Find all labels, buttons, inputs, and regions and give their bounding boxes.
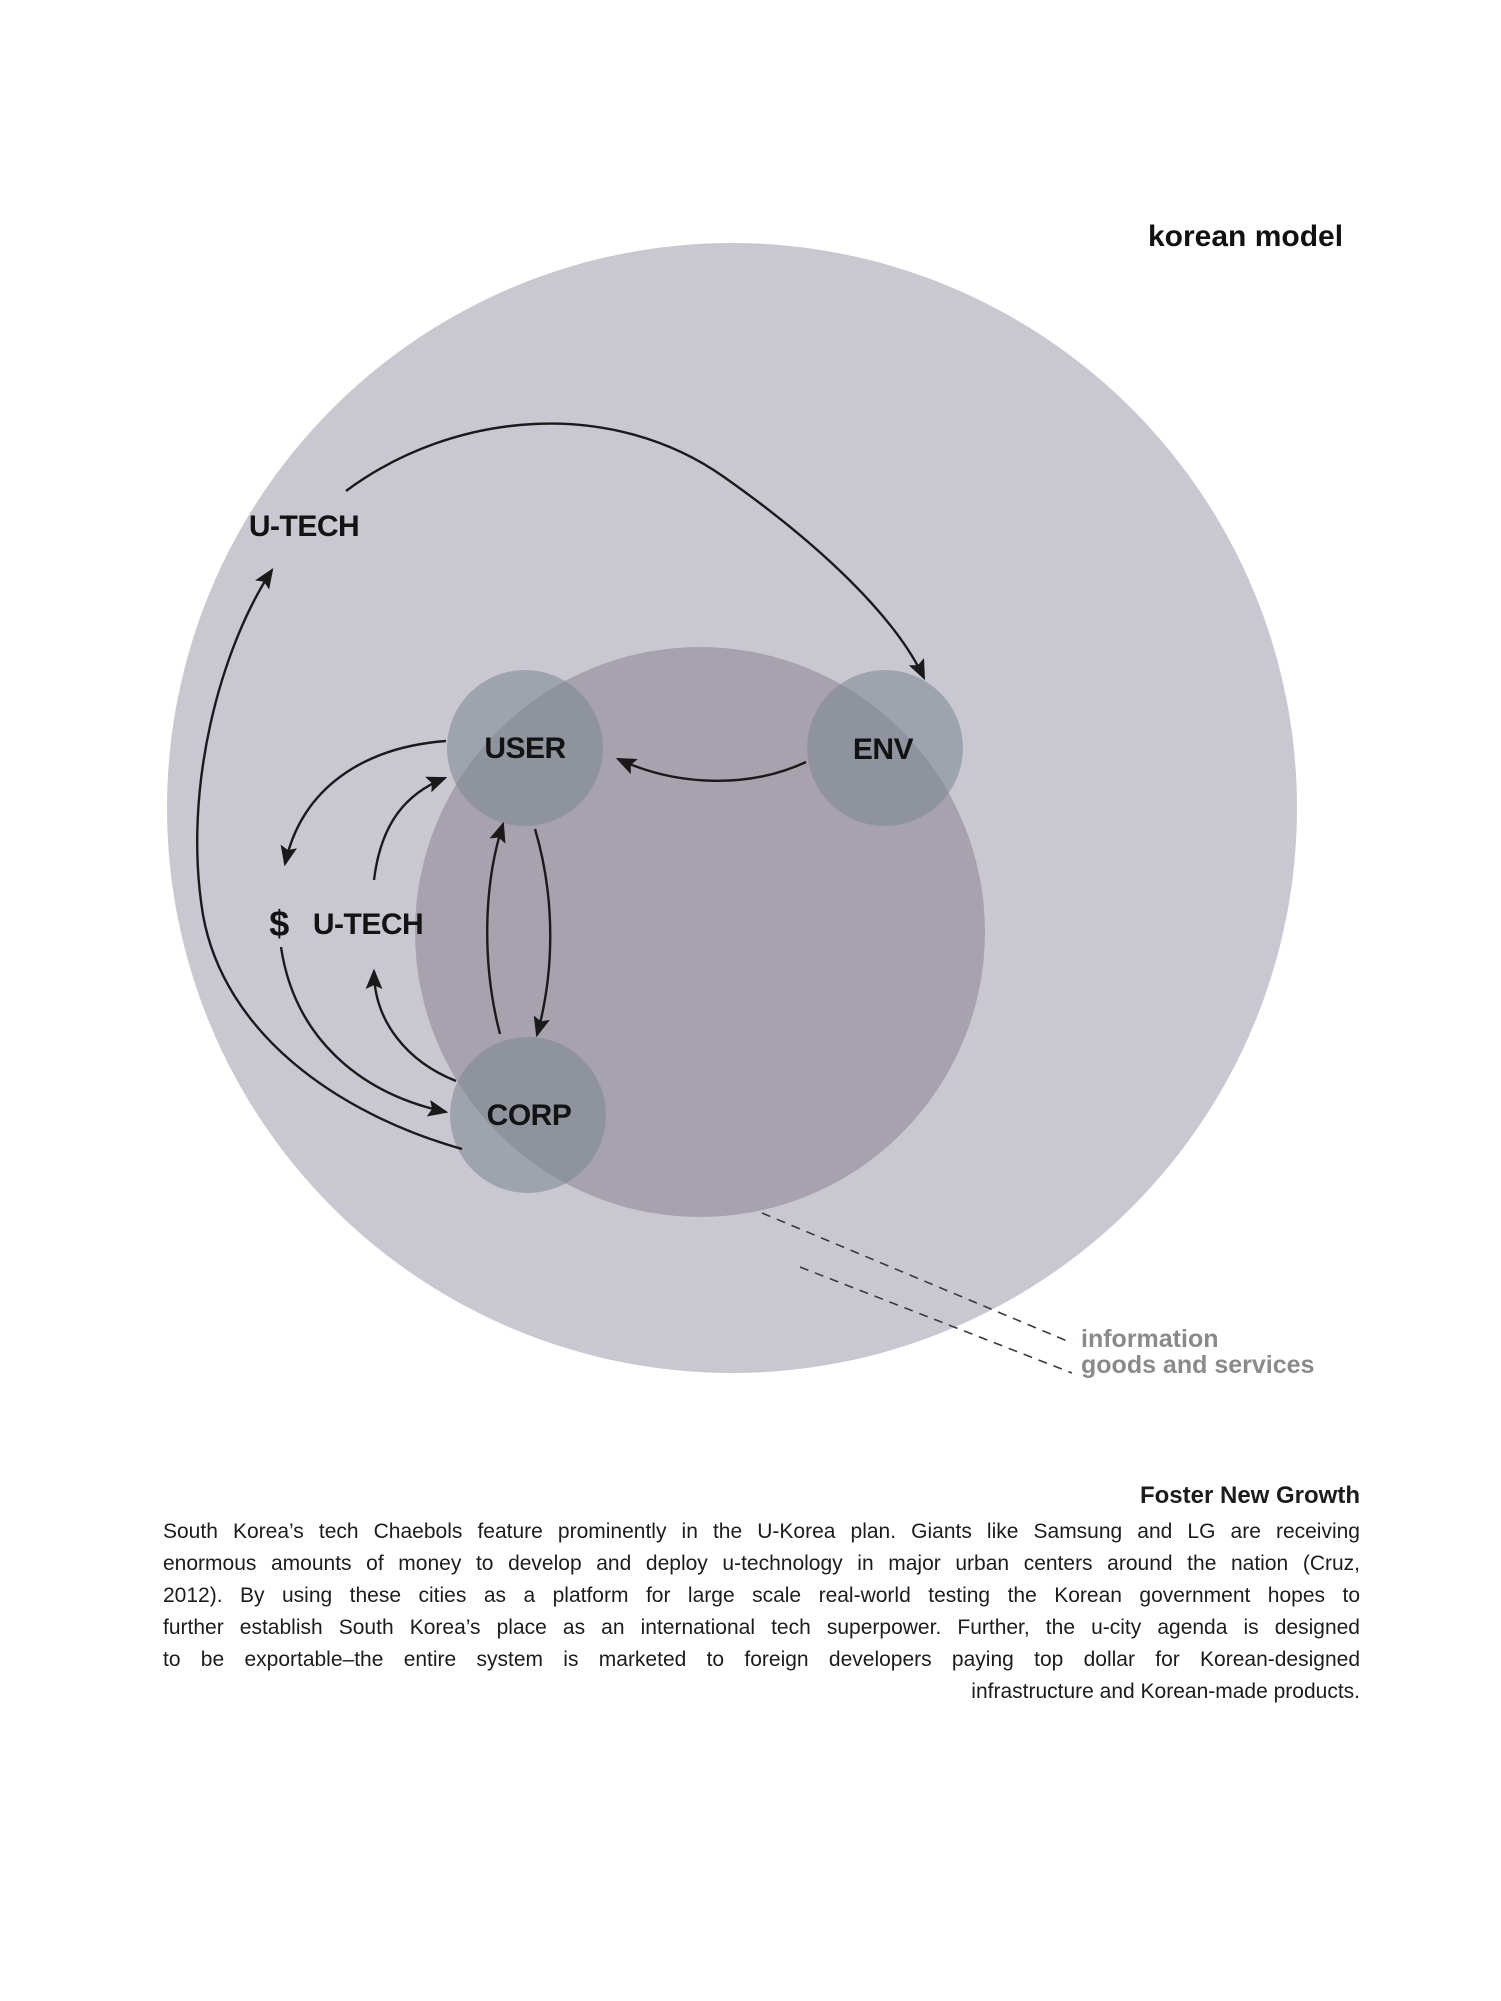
caption-line: 2012). By using these cities as a platform for large scale real-world testing the Korean government hopes to: [163, 1584, 1360, 1607]
node-label-corp: CORP: [486, 1099, 572, 1132]
caption-line: South Korea’s tech Chaebols feature prominently in the U-Korea plan. Giants like Samsung and LG are receiving: [163, 1520, 1360, 1543]
caption-line: infrastructure and Korean-made products.: [971, 1680, 1360, 1703]
diagram-title: korean model: [1148, 220, 1344, 253]
legend: [1081, 1326, 1314, 1378]
node-label-utech-mid: U-TECH: [312, 908, 424, 941]
caption-heading: Foster New Growth: [1139, 1482, 1360, 1509]
node-label-user: USER: [484, 732, 566, 765]
legend-goods-and-services: goods and services: [1081, 1351, 1315, 1379]
caption-block: [163, 1482, 1360, 1708]
node-label-dollar: $: [269, 903, 289, 944]
legend-information: information: [1081, 1325, 1219, 1353]
caption-line: to be exportable–the entire system is marketed to foreign developers paying top dollar for Korean-designed: [163, 1648, 1360, 1671]
caption-line: further establish South Korea’s place as an international tech superpower. Further, the u-city agenda is designed: [163, 1616, 1360, 1639]
node-label-env: ENV: [852, 733, 914, 766]
caption-line: enormous amounts of money to develop and deploy u-technology in major urban centers around the nation (Cruz,: [163, 1552, 1360, 1575]
node-label-utech-top: U-TECH: [248, 510, 360, 543]
